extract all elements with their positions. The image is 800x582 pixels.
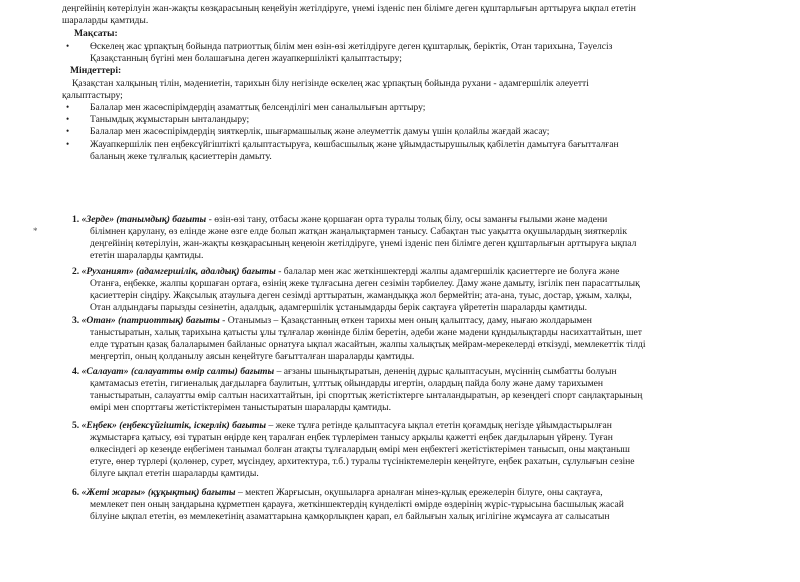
direction-text-line: меңгертіп, оның қолданылу аясын кеңейтуге бағытталған шараларды қамтиды.: [90, 351, 415, 362]
tasks-heading: Міндеттері:: [70, 65, 122, 76]
direction-number: 6.: [72, 487, 82, 498]
direction-text: – ағзаны шынықтыратын, дененің дұрыс қалыптасуын, мүсіннің сымбатты болуын: [274, 366, 617, 377]
direction-item: [72, 420, 612, 432]
direction-title: «Еңбек» (еңбексүйгіштік, іскерлік) бағыты: [81, 420, 267, 431]
task-item-2: Танымдық жұмыстарын ынталандыру;: [90, 114, 250, 125]
direction-text-line: білуге ықпал ететін шараларды қамтиды.: [90, 468, 259, 479]
direction-number: 4.: [72, 366, 82, 377]
task-item-1: Балалар мен жасөспірімдердің азаматтық белсенділігі мен саналылығын арттыру;: [90, 102, 426, 113]
direction-text-line: Отанға, еңбекке, жалпы қоршаған ортаға, өзінің жеке тұлғасына деген сезімін тәрбиелеу. Даму және дамыту, ізгілік пен парасаттылық: [90, 278, 640, 289]
direction-item: [72, 214, 607, 226]
task-item-4-line-1: Жауапкершілік пен еңбексүйгіштікті қалыптастыруға, көшбасшылық және ұйымдастырушылық қабілетін дамытуға бағытталған: [90, 139, 619, 150]
direction-title: «Руханият» (адамгершілік, адалдық) бағыты: [81, 266, 276, 277]
tasks-intro-line-1: Қазақстан халқының тілін, мәдениетін, тарихын білу негізінде өскелең жас ұрпақтың бойында рухани - адамгершілік әлеуетті: [72, 78, 589, 89]
direction-text-line: жұмыстарға қатысу, өзі тұратын өңірде кең таралған еңбек түрлерімен танысу арқылы қажетті еңбек дағдыларын үйрену. Туған: [90, 432, 613, 443]
direction-text-line: елде тұратын қазақ балаларымен байланыс орнатуға ықпал жасайтын, жалпы халықтық мейрам-мерекелерді өткізуді, мемлекеттік тілді: [90, 339, 646, 350]
bullet-icon: •: [66, 114, 70, 124]
direction-item: [72, 487, 603, 499]
direction-text-line: қасиеттерін сіңдіру. Жақсылық атаулыға деген сезімді арттыратын, жамандыққа жол бермейтін; ата-ана, туыс, достар, ұжым, халқы,: [90, 290, 632, 301]
direction-number: 5.: [72, 420, 82, 431]
task-item-4-line-2: баланың жеке тұлғалық қасиеттерін дамыту.: [90, 151, 272, 162]
direction-title: «Жеті жарғы» (құқықтық) бағыты: [81, 487, 236, 498]
bullet-icon: •: [66, 126, 70, 136]
intro-line-2: шараларды қамтиды.: [62, 15, 149, 26]
direction-text-line: өлкесіндегі әр кезеңде еңбегімен танымал болған атақты тұлғалардың өмірі мен еңбектегі жетістіктерімен танысып, оны мақтаныш: [90, 444, 630, 455]
direction-title: «Салауат» (салауатты өмір салты) бағыты: [81, 366, 275, 377]
aims-heading: Мақсаты:: [74, 28, 118, 39]
bullet-icon: •: [66, 41, 70, 51]
direction-text-line: таныстыратын, салауатты өмір салтын насихаттайтын, ірі спорттық жетістіктерге ынталандыратын, әр кезеңдегі спорт саңлақтарының: [90, 390, 643, 401]
direction-number: 2.: [72, 266, 82, 277]
direction-item: [72, 315, 592, 327]
direction-text: - балалар мен жас жеткіншектерді жалпы адамгершілік қасиеттерге ие болуға және: [275, 266, 620, 277]
direction-text-line: ететін шараларды қамтиды.: [90, 250, 204, 261]
task-item-3: Балалар мен жасөспірімдердің зияткерлік, шығармашылық және әлеуметтік дамуы үшін қолайлы жағдай жасау;: [90, 126, 550, 137]
aim-line-1: Өскелең жас ұрпақтың бойында патриоттық білім мен өзін-өзі жетілдіруге деген құштарлық, беріктік, Отан тарихына, Тәуелсіз: [90, 41, 613, 52]
direction-text: - Отанымыз – Қазақстанның өткен тарихы мен оның қалыптасу, даму, нығаю жолдарымен: [219, 315, 592, 326]
intro-line-1: деңгейінің көтерілуін жан-жақты көзқарасының кеңейуін жетілдіруге, үнемі ізденіс пен білімге деген құштарлығын арттыруға ықпал ететін: [62, 3, 636, 14]
direction-text: – жеке тұлға ретінде қалыптасуға ықпал ететін қоғамдық негізде ұйымдастырылған: [266, 420, 612, 431]
direction-text: - өзін-өзі тану, отбасы және қоршаған орта туралы толық білу, осы заманғы ғылыми және мәдени: [206, 214, 608, 225]
direction-text-line: таныстыратын, халық тарихына қатысты ұлы тұлғалар жөнінде білім беретін, әдеби және мәдени құндылықтарды насихаттайтын, шет: [90, 327, 642, 338]
direction-text-line: өмірі мен спорттағы жетістіктерімен таныстыратын шараларды қамтиды.: [90, 402, 391, 413]
direction-number: 3.: [72, 315, 82, 326]
direction-text-line: қамтамасыз ететін, гигиеналық дағдыларға баулитын, ұлттық ойындарды игертін, олардың пайда болу және даму тарихымен: [90, 378, 604, 389]
direction-item: [72, 266, 619, 278]
bullet-icon: •: [66, 139, 70, 149]
direction-number: 1.: [72, 214, 82, 225]
direction-text-line: білуіне ықпал ететін, өз мемлекетінің азаматтарына қамқорлықпен қарап, ел байлығын халық игілігіне жұмсауға ат салысатын: [90, 511, 610, 522]
aim-line-2: Қазақстанның бүгіні мен болашағына деген жауапкершілікті қалыптастыру;: [90, 53, 402, 64]
direction-text-line: деңгейінің көтерілуін, жан-жақты көзқарасының кеңеюін жетілдіруге, үнемі ізденіс пен білімге деген құштарлығын арттыруға ықпал: [90, 238, 637, 249]
direction-item: [72, 366, 617, 378]
direction-text-line: мемлекет пен оның заңдарына құрметпен қарауға, жеткіншектердің күнделікті өмірде өздерінің жүріс-тұрысына басшылық жасай: [90, 499, 624, 510]
bullet-icon: •: [66, 102, 70, 112]
direction-text-line: білімнен қарулану, өз елінде және өзге елде болып жатқан жаңалықтармен танысу. Сабақтан тыс уақытта оқушылардың зияткерлік: [90, 226, 628, 237]
direction-title: «Отан» (патриоттық) бағыты: [81, 315, 220, 326]
direction-title: «Зерде» (танымдық) бағыты: [81, 214, 207, 225]
margin-mark: *: [33, 226, 38, 236]
direction-text-line: етуге, өнер түрлері (қолөнер, сурет, мүсіндеу, архитектура, т.б.) туралы түсініктемелерін кеңейтуге, еңбек рахатын, сұлулығын сезіне: [90, 456, 635, 467]
direction-text-line: Отан алдындағы парызды сезінетін, адалдық, адамгершілік ұстанымдарды берік сақтауға үйрететін шараларды қамтиды.: [90, 302, 588, 313]
tasks-intro-line-2: қалыптастыру;: [62, 90, 123, 101]
direction-text: – мектеп Жарғысын, оқушыларға арналған мінез-құлық ережелерін білуге, оны сақтауға,: [235, 487, 603, 498]
